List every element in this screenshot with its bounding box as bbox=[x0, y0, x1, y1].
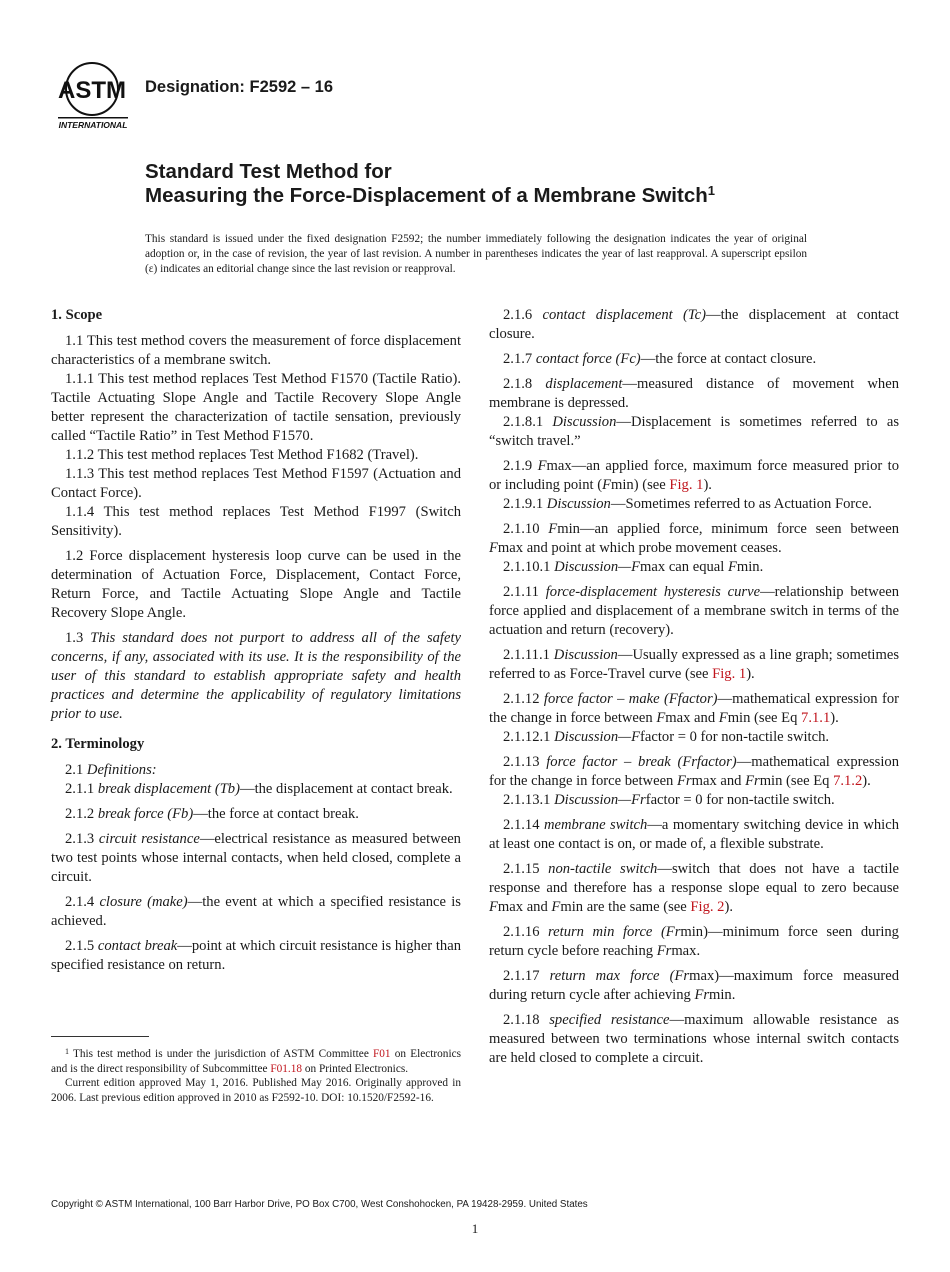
para-2-1-13-1: 2.1.13.1 Discussion—Frfactor = 0 for non-tactile switch. bbox=[503, 792, 835, 808]
astm-logo bbox=[52, 58, 134, 132]
preamble: This standard is issued under the fixed designation F2592; the number immediately following the designation indicates the year of original adoption or, in the case of revision, the year of last revision. A number in parentheses indicates the year of last reapproval. A superscript epsilon (ε) indicates an editorial change since the last revision or reapproval. bbox=[145, 233, 807, 275]
svg-text:ASTM: ASTM bbox=[58, 77, 126, 104]
para-2-1-17: 2.1.17 return max force (Frmax)—maximum force measured during return cycle after achieving Frmin. bbox=[489, 968, 899, 1003]
para-2-1-8-1: 2.1.8.1 Discussion—Displacement is sometimes referred to as “switch travel.” bbox=[489, 414, 899, 449]
para-1-1-4: 1.1.4 This test method replaces Test Method F1997 (Switch Sensitivity). bbox=[51, 504, 461, 539]
para-2-1-11-1: 2.1.11.1 Discussion—Usually expressed as a line graph; sometimes referred to as Force-Travel curve (see Fig. 1). bbox=[489, 647, 899, 682]
designation-label: Designation: bbox=[145, 78, 245, 96]
committee-f01-link[interactable]: F01 bbox=[373, 1048, 391, 1060]
para-1-2: 1.2 Force displacement hysteresis loop curve can be used in the determination of Actuation Force, Displacement, Contact Force, Return Force, and Tactile Actuating Slope Angle and Tactile Recovery Slope Angle. bbox=[51, 548, 461, 621]
para-2-1-15: 2.1.15 non-tactile switch—switch that does not have a tactile response and therefore has a response slope equal to zero because Fmax and Fmin are the same (see Fig. 2). bbox=[489, 861, 899, 915]
para-2-1-3: 2.1.3 circuit resistance—electrical resistance as measured between two test points whose internal contacts, when held closed, complete a circuit. bbox=[51, 831, 461, 885]
copyright-notice: Copyright © ASTM International, 100 Barr Harbor Drive, PO Box C700, West Conshohocken, PA 19428-2959. United States bbox=[51, 1199, 588, 1210]
footnote-1: $^1$ This test method is under the jurisdiction of ASTM Committee F01 on Electronics and is the direct responsibility of Subcommittee F01.18 on Printed Electronics. bbox=[51, 1047, 462, 1075]
fig-1-link[interactable]: Fig. 1 bbox=[712, 666, 747, 682]
para-2-1-16: 2.1.16 return min force (Frmin)—minimum force seen during return cycle before reaching Frmax. bbox=[489, 924, 899, 959]
designation bbox=[145, 78, 333, 97]
para-1-1: 1.1 This test method covers the measurement of force displacement characteristics of a membrane switch. bbox=[51, 333, 461, 368]
title-footnote-mark: 1 bbox=[707, 183, 715, 198]
svg-text:INTERNATIONAL: INTERNATIONAL bbox=[58, 120, 128, 130]
para-1-1-3: 1.1.3 This test method replaces Test Method F1597 (Actuation and Contact Force). bbox=[51, 466, 461, 501]
para-2-1-12-1: 2.1.12.1 Discussion—Ffactor = 0 for non-tactile switch. bbox=[503, 729, 830, 745]
eq-7-1-1-link[interactable]: 7.1.1 bbox=[801, 710, 831, 726]
document-title bbox=[145, 160, 905, 208]
footnotes bbox=[51, 1047, 461, 1105]
page-number: 1 bbox=[471, 1221, 479, 1236]
para-2-1-12: 2.1.12 force factor – make (Ffactor)—mathematical expression for the change in force between Fmax and Fmin (see Eq 7.1.1). bbox=[489, 691, 899, 726]
para-2-1-11: 2.1.11 force-displacement hysteresis curve—relationship between force applied and displacement of a membrane switch in terms of the actuation and return (recovery). bbox=[489, 584, 899, 638]
right-column bbox=[489, 306, 899, 1068]
para-1-1-2: 1.1.2 This test method replaces Test Method F1682 (Travel). bbox=[65, 447, 419, 463]
footnote-edition: Current edition approved May 1, 2016. Published May 2016. Originally approved in 2006. Last previous edition approved in 2010 as F2592-10. DOI: 10.1520/F2592-16. bbox=[51, 1077, 461, 1104]
scope-heading: 1. Scope bbox=[51, 307, 103, 323]
terminology-heading: 2. Terminology bbox=[51, 736, 145, 752]
para-2-1-8: 2.1.8 displacement—measured distance of movement when membrane is depressed. bbox=[489, 376, 899, 411]
para-2-1-7: 2.1.7 contact force (Fc)—the force at contact closure. bbox=[503, 351, 817, 367]
para-2-1: 2.1 Definitions: bbox=[65, 762, 157, 778]
para-2-1-6: 2.1.6 contact displacement (Tc)—the displacement at contact closure. bbox=[489, 307, 899, 342]
title-line-1: Standard Test Method for bbox=[145, 160, 392, 183]
para-2-1-9-1: 2.1.9.1 Discussion—Sometimes referred to as Actuation Force. bbox=[503, 496, 872, 512]
para-2-1-5: 2.1.5 contact break—point at which circuit resistance is higher than specified resistance on return. bbox=[51, 938, 461, 973]
para-2-1-1: 2.1.1 break displacement (Tb)—the displacement at contact break. bbox=[65, 781, 453, 797]
fig-1-link[interactable]: Fig. 1 bbox=[669, 477, 704, 493]
para-2-1-9: 2.1.9 Fmax—an applied force, maximum force measured prior to or including point (Fmin) (see Fig. 1). bbox=[489, 458, 899, 493]
para-2-1-14: 2.1.14 membrane switch—a momentary switching device in which at least one contact is on, or made of, a flexible substrate. bbox=[489, 817, 899, 852]
title-line-2: Measuring the Force-Displacement of a Membrane Switch$^1$ bbox=[145, 183, 715, 207]
para-1-3: 1.3 This standard does not purport to address all of the safety concerns, if any, associated with its use. It is the responsibility of the user of this standard to establish appropriate safety and health practices and determine the applicability of regulatory limitations prior to use. bbox=[51, 630, 461, 722]
para-2-1-10-1: 2.1.10.1 Discussion—Fmax can equal Fmin. bbox=[503, 559, 764, 575]
fig-2-link[interactable]: Fig. 2 bbox=[690, 899, 725, 915]
para-2-1-18: 2.1.18 specified resistance—maximum allowable resistance as measured between two terminations whose internal switch contacts are held closed to complete a circuit. bbox=[489, 1012, 899, 1066]
footnote-divider bbox=[51, 1036, 149, 1037]
left-column bbox=[51, 306, 461, 975]
para-1-1-1: 1.1.1 This test method replaces Test Method F1570 (Tactile Ratio). Tactile Actuating Slope Angle and Tactile Recovery Slope Angle better represent the characterization of tactile sensation, previously called “Tactile Ratio” in Test Method F1570. bbox=[51, 371, 461, 444]
para-2-1-2: 2.1.2 break force (Fb)—the force at contact break. bbox=[65, 806, 359, 822]
designation-number: F2592 – 16 bbox=[249, 78, 333, 96]
eq-7-1-2-link[interactable]: 7.1.2 bbox=[833, 773, 863, 789]
para-2-1-13: 2.1.13 force factor – break (Frfactor)—mathematical expression for the change in force between Frmax and Frmin (see Eq 7.1.2). bbox=[489, 754, 900, 789]
para-2-1-10: 2.1.10 Fmin—an applied force, minimum force seen between Fmax and point at which probe movement ceases. bbox=[489, 521, 899, 556]
subcommittee-f01-18-link[interactable]: F01.18 bbox=[270, 1062, 303, 1075]
para-2-1-4: 2.1.4 closure (make)—the event at which a specified resistance is achieved. bbox=[51, 894, 461, 929]
